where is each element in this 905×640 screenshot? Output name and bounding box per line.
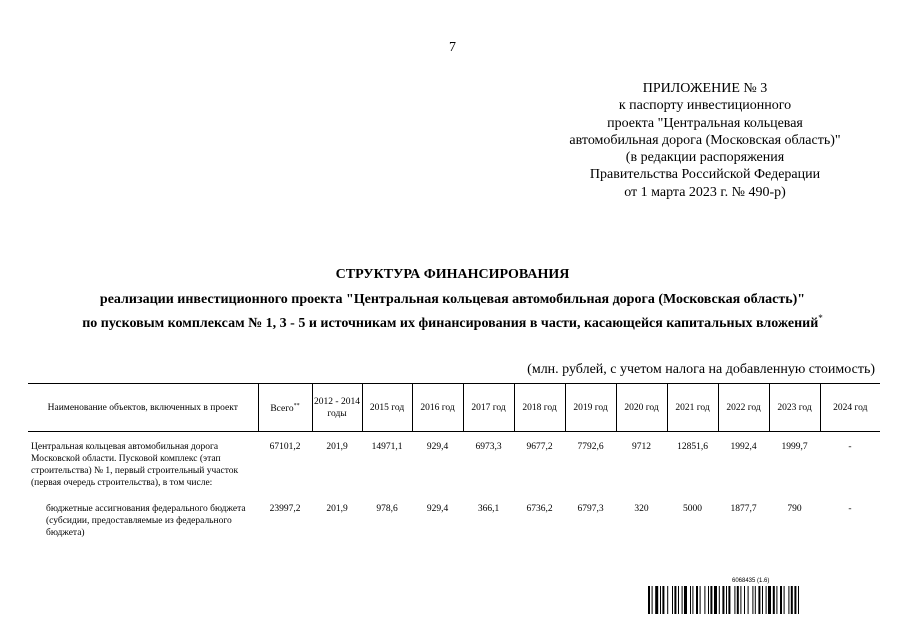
header-year: 2021 год [667, 384, 718, 432]
appendix-line: к паспорту инвестиционного [618, 98, 792, 114]
cell-value: 1877,7 [730, 504, 757, 514]
cell-value: - [848, 442, 852, 452]
document-title: СТРУКТУРА ФИНАНСИРОВАНИЯ [335, 267, 570, 282]
cell-value: 201,9 [326, 442, 348, 452]
barcode-number: 6068435 (1.6) [732, 578, 770, 584]
cell-value: 9712 [632, 442, 651, 452]
cell-value: - [848, 504, 852, 514]
cell-value: 320 [634, 504, 649, 514]
cell-value: 6736,2 [526, 504, 553, 514]
subtitle-line-2 [0, 309, 905, 333]
subtitle-line-1: реализации инвестиционного проекта "Центральная кольцевая автомобильная дорога (Московская область)" [99, 292, 806, 307]
cell-value: 1999,7 [781, 442, 808, 452]
appendix-line: от 1 марта 2023 г. № 490-р) [624, 184, 786, 200]
cell-value: 201,9 [326, 504, 348, 514]
table-header-row [28, 384, 880, 432]
row-name: Центральная кольцевая автомобильная дорога Московской области. Пусковой комплекс (этап строительства) № 1, первый строительный участок (первая очередь строительства), в том числе: [31, 442, 239, 488]
cell-value: 1992,4 [730, 442, 757, 452]
cell-total: 67101,2 [269, 442, 301, 452]
footnote-mark: * [818, 313, 823, 323]
financing-table [28, 383, 880, 539]
appendix-line: ПРИЛОЖЕНИЕ № 3 [642, 81, 768, 96]
cell-value: 12851,6 [677, 442, 708, 452]
header-year: 2022 год [718, 384, 769, 432]
cell-value: 7792,6 [577, 442, 604, 452]
subtitle-line-2-text: по пусковым комплексам № 1, 3 - 5 и источникам их финансирования в части, касающейся капитальных вложений [82, 316, 819, 331]
document-subtitle [0, 290, 905, 333]
cell-total: 23997,2 [269, 504, 301, 514]
row-name: бюджетные ассигнования федерального бюджета (субсидии, предоставляемые из федерального бюджета) [46, 504, 246, 538]
header-year: 2015 год [362, 384, 412, 432]
cell-value: 929,4 [426, 504, 449, 514]
header-total-mark: ** [293, 403, 300, 409]
cell-value: 6973,3 [475, 442, 502, 452]
header-year: 2023 год [769, 384, 820, 432]
header-total-label: Всего [270, 404, 294, 414]
units-note: (млн. рублей, с учетом налога на добавленную стоимость) [527, 362, 875, 377]
cell-value: 366,1 [477, 504, 500, 514]
header-name: Наименование объектов, включенных в проект [28, 384, 258, 432]
cell-value: 978,6 [376, 504, 398, 514]
header-year: 2012 - 2014 годы [312, 384, 362, 432]
header-year: 2018 год [514, 384, 565, 432]
cell-value: 5000 [683, 504, 702, 514]
appendix-line: автомобильная дорога (Московская область)" [569, 132, 841, 148]
cell-value: 929,4 [426, 442, 449, 452]
cell-value: 790 [787, 504, 802, 514]
header-year: 2017 год [463, 384, 514, 432]
appendix-line: проекта "Центральная кольцевая [607, 115, 803, 131]
header-year: 2020 год [616, 384, 667, 432]
cell-value: 14971,1 [371, 442, 403, 452]
header-year: 2016 год [412, 384, 463, 432]
header-year: 2024 год [820, 384, 880, 432]
page-number: 7 [449, 40, 456, 55]
header-total [258, 384, 312, 432]
appendix-line: (в редакции распоряжения [625, 150, 785, 166]
appendix-header [540, 80, 870, 201]
header-year: 2019 год [565, 384, 616, 432]
barcode-image [648, 586, 862, 614]
table-row [28, 489, 880, 539]
appendix-line: Правительства Российской Федерации [589, 167, 821, 183]
cell-value: 6797,3 [577, 504, 604, 514]
cell-value: 9677,2 [526, 442, 553, 452]
table-row [28, 432, 880, 490]
